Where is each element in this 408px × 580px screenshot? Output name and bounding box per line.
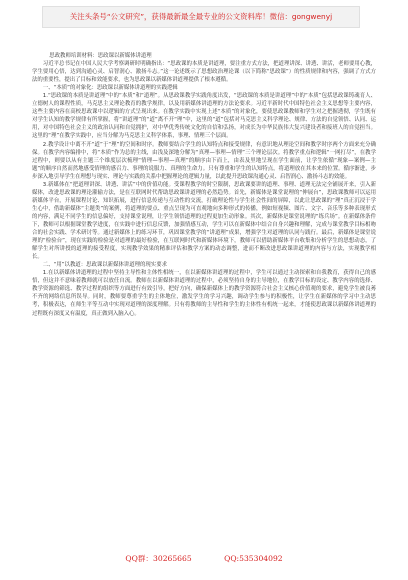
document-title: 思政教师培训材料：思政课以新媒体讲道理 (49, 53, 152, 59)
qq-contact-text: QQ:535304092 (224, 554, 283, 563)
paragraph: 2.教学设计中离不开“道”于“理”的空间和时序。教师要结合学生的认知特点和接受规律，有意识地从理论空间和教学时序两个方面来充分确保。在教学内容编排中，将“本质”作为总的主线，由浅及深地分解为“真理—事理—情理”三个理论层次。将教学重点和逻辑“一网打尽”，在教学过程中，则要以从有主题三个维度层次梳理“情理—事理—真理”的顺序由下而上，由表及里地呈现在学生面前，让学生依循“现象—案例—主题”的顺序自然而然地感受情理的感召力、事理的说服力、真理的生命力。只有尊重和学生的认知特点，将道理放在其本来的位置。循序渐进，步步深入地引导学生在理想与现实、理论与实践的关系中把握理论的逻辑力量，以此提升思政课沟通心灵、启智润心、激扬斗志的效能。 (32, 141, 376, 180)
paragraph: 1.“思政课的本质是讲道理”中的“本质”和“道理”。从思政课教学实践角度出发，“思政课的本质是讲道理”中的“本质”包括思政课铸魂育人、立德树人的课程性质，马克思主义理论教育的教学规律，以及用新媒体讲道理的方法论要求。习近平新时代中国特色社会主义思想等主要内容，这些主要内容在高校思政课中以逻辑的方式呈现出来。在教学实践中实现上述“本质”的对象化，要使思政课教师和学生对之把握透彻，学生既有对学生认知的教学规律有所掌握，将“讲道理”的“道”离不开“理”中，这里的“道”包括对马克思主义科学理论、规律、方法的自觉领悟、认同、运用，对中国特色社会主义的政治认同和自觉拥护，对中华优秀传统文化的自信和弘扬，对成长为中华民族伟大复兴建设者和接班人的自觉担当。这里的“理”在教学实践中，应当分解为马克思主义科学体系，事理、情理三个层面。 (32, 93, 376, 140)
section-heading: 二、“用”以教道：思政课以新媒体讲道理的现实要求 (42, 262, 167, 269)
paragraph: 3.新媒体在“把道理讲深、讲透、讲活”中的价值功能。受课程教学的时空限制，思政课要讲的道理、事理、道理无法完全铺展开来，引入新媒体，改进思政课的理论灌输方法，是在互联网时代帮助思政课讲道理的必然趋势。首先，新媒体是课堂说理的“伸展台”，思政课教师可以运用新媒体平台，开展课程讨论、知识拓展，进行信息传递与互动性的交流，打破理论性与学生社会性间的屏障，以此让思政课的“理”真正沉浸于学生心中，借助新媒体“主题类”的案例，将道理的要点、重点呈现为可直观地向多种形式的传播，例如短视频、图片、文字、音乐等多种表现形式的内容，满足不同学生的信息偏好，支持课堂说理，让学生领悟道理的过程更加生动形象。其次，新媒体是课堂说理的“练兵场”。在新媒体条件下，教师可以根据课堂教学进度，在实践中进行信息反馈，加强情感互动，学生可以在新媒体中结合自身兴趣和理解，完成与课堂教学目标相吻合的社会实践、学术研讨等。通过新媒体上的练习环节，巩固课堂教学的“讲道理”成果，增强学生对道理的认同与践行。最后，新媒体是课堂说理的“检验台”，现在实践的检验是对道理的最好检验，在互联网时代和新媒体环境下，教师可以借助新媒体平台收集和分析学生的思想动态，了解学生对所讲授的道理的接受程度，实现教学效果的精准评估和教学方案的动态调整，进而不断改进思政课讲道理的内容与方法，实现教学相长。 (32, 181, 376, 261)
section-heading: 一、“本质”的对象化：思政课以新媒体讲道理的实践逻辑 (42, 85, 178, 92)
promo-banner (42, 6, 360, 28)
paragraph: 习近平总书记在中国人民大学考察调研时明确指出：“思政课的本质是讲道理，要注重方式方法，把道理讲深、讲透、讲活，老师要用心教，学生要用心悟，达到沟通心灵、启智润心、激扬斗志。”这一论述既示了思想政治理论课（以下简称“思政课”）的性质规律和内容，强调了方式方法的重要性，提出了目标和效能要求，也为思政课以新媒体讲道理提供了根本遵循。 (32, 61, 376, 84)
paragraph: 1.在以新媒体讲道理的过程中坚持主导性和主体性相统一，在以新媒体讲道理的过程中，学生可以通过主动探索和自我教育，获得自己的感悟，但这并不意味着教师就可以放任自流。教师在以新媒体讲道理的过程中，必须坚持自身的主导地位，在教学目标的设定、教学内容的选择、教学资源的筛选、教学过程的组织等方面进行有效引导，把好方向，确保新媒体上的教学资源符合社会主义核心价值观的要求，避免学生被良莠不齐的网络信息所误导。同时，教师要尊重学生的主体地位，激发学生的学习兴趣，调动学生参与的积极性，让学生在新媒体的学习中主动思考，积极表达，在师生平等互动中实现对道理的深度理解。只有将教师的主导性和学生的主体性有机统一起来，才能使思政课以新媒体讲道理的过程既有深度又有温度，真正做到入脑入心。 (32, 270, 376, 317)
contact-footer (0, 552, 408, 566)
qq-group-text: QQ群：30265665 (125, 554, 192, 563)
promo-banner-text: 关注头条号“公文研究”，获得最新最全最专业的公文资料库！微信：gongwenyj (69, 12, 333, 21)
document-body (32, 52, 376, 540)
